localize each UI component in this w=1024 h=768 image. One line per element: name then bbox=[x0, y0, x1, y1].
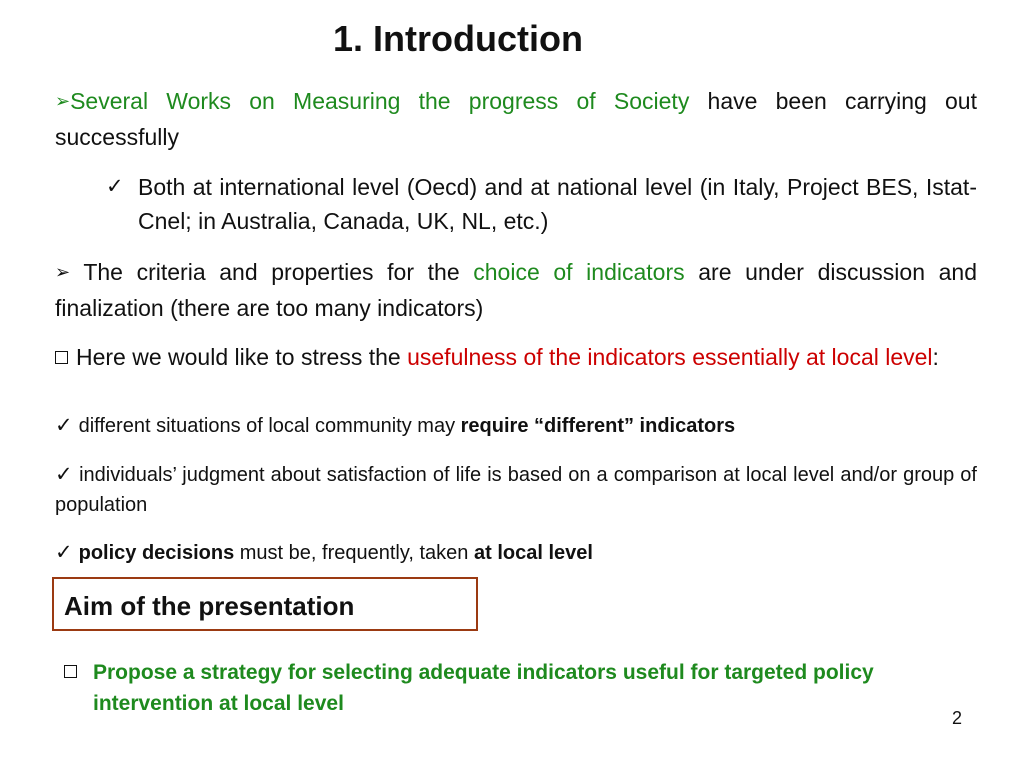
check-different-situations bbox=[55, 411, 977, 441]
slide-title-text: 1. Introduction bbox=[333, 18, 583, 59]
aim-box bbox=[52, 577, 478, 631]
square-bullet-icon bbox=[64, 665, 77, 678]
bullet-usefulness-post: : bbox=[932, 344, 939, 370]
page-number: 2 bbox=[951, 708, 962, 728]
check-policy-decisions bbox=[55, 538, 977, 568]
bullet-works-green-text: Several Works on Measuring the progress of Society bbox=[70, 88, 690, 114]
checkmark-icon: ✓ bbox=[55, 414, 73, 437]
check-individuals-text: individuals’ judgment about satisfaction of life is based on a comparison at local level and/or group of population bbox=[55, 464, 977, 516]
bullet-usefulness-red-text: usefulness of the indicators essentially at local level bbox=[407, 344, 933, 370]
checkmark-icon: ✓ bbox=[55, 463, 74, 486]
proposal-text bbox=[93, 657, 884, 719]
proposal-bullet bbox=[64, 657, 884, 719]
check-policy-bold2: at local level bbox=[473, 542, 593, 564]
sub-bullet-levels-text: Both at international level (Oecd) and at national level (in Italy, Project BES, Istat-Cnel; in Australia, Canada, UK, NL, etc.) bbox=[138, 174, 977, 234]
aim-label: Aim of the presentation bbox=[64, 591, 355, 621]
bullet-criteria-green-text: choice of indicators bbox=[473, 259, 685, 285]
bullet-usefulness-pre: Here we would like to stress the bbox=[76, 344, 408, 370]
bullet-criteria-post: are under discussion and finalization (there are too many indicators) bbox=[55, 259, 977, 321]
check-policy-bold1: policy decisions bbox=[78, 542, 235, 564]
square-bullet-icon bbox=[55, 351, 68, 364]
arrow-bullet-icon: ➢ bbox=[55, 262, 71, 282]
bullet-works-rest-text: have been carrying out successfully bbox=[55, 88, 977, 150]
arrow-bullet-icon: ➢ bbox=[55, 91, 71, 111]
check-individuals-judgment bbox=[55, 460, 977, 520]
check-different-pre: different situations of local community may bbox=[78, 415, 461, 437]
bullet-criteria-pre: The criteria and properties for the bbox=[83, 259, 474, 285]
checkmark-icon: ✓ bbox=[106, 175, 124, 198]
bullet-criteria bbox=[55, 255, 977, 325]
bullet-usefulness bbox=[55, 340, 977, 374]
proposal-text-content: Propose a strategy for selecting adequate indicators useful for targeted policy intervention at local level bbox=[93, 661, 874, 715]
slide-title bbox=[0, 18, 1024, 60]
bullet-works-measuring bbox=[55, 84, 977, 154]
checkmark-icon: ✓ bbox=[55, 541, 73, 564]
sub-bullet-levels bbox=[106, 170, 977, 238]
check-different-bold: require “different” indicators bbox=[460, 415, 736, 437]
check-policy-mid: must be, frequently, taken bbox=[234, 542, 474, 564]
